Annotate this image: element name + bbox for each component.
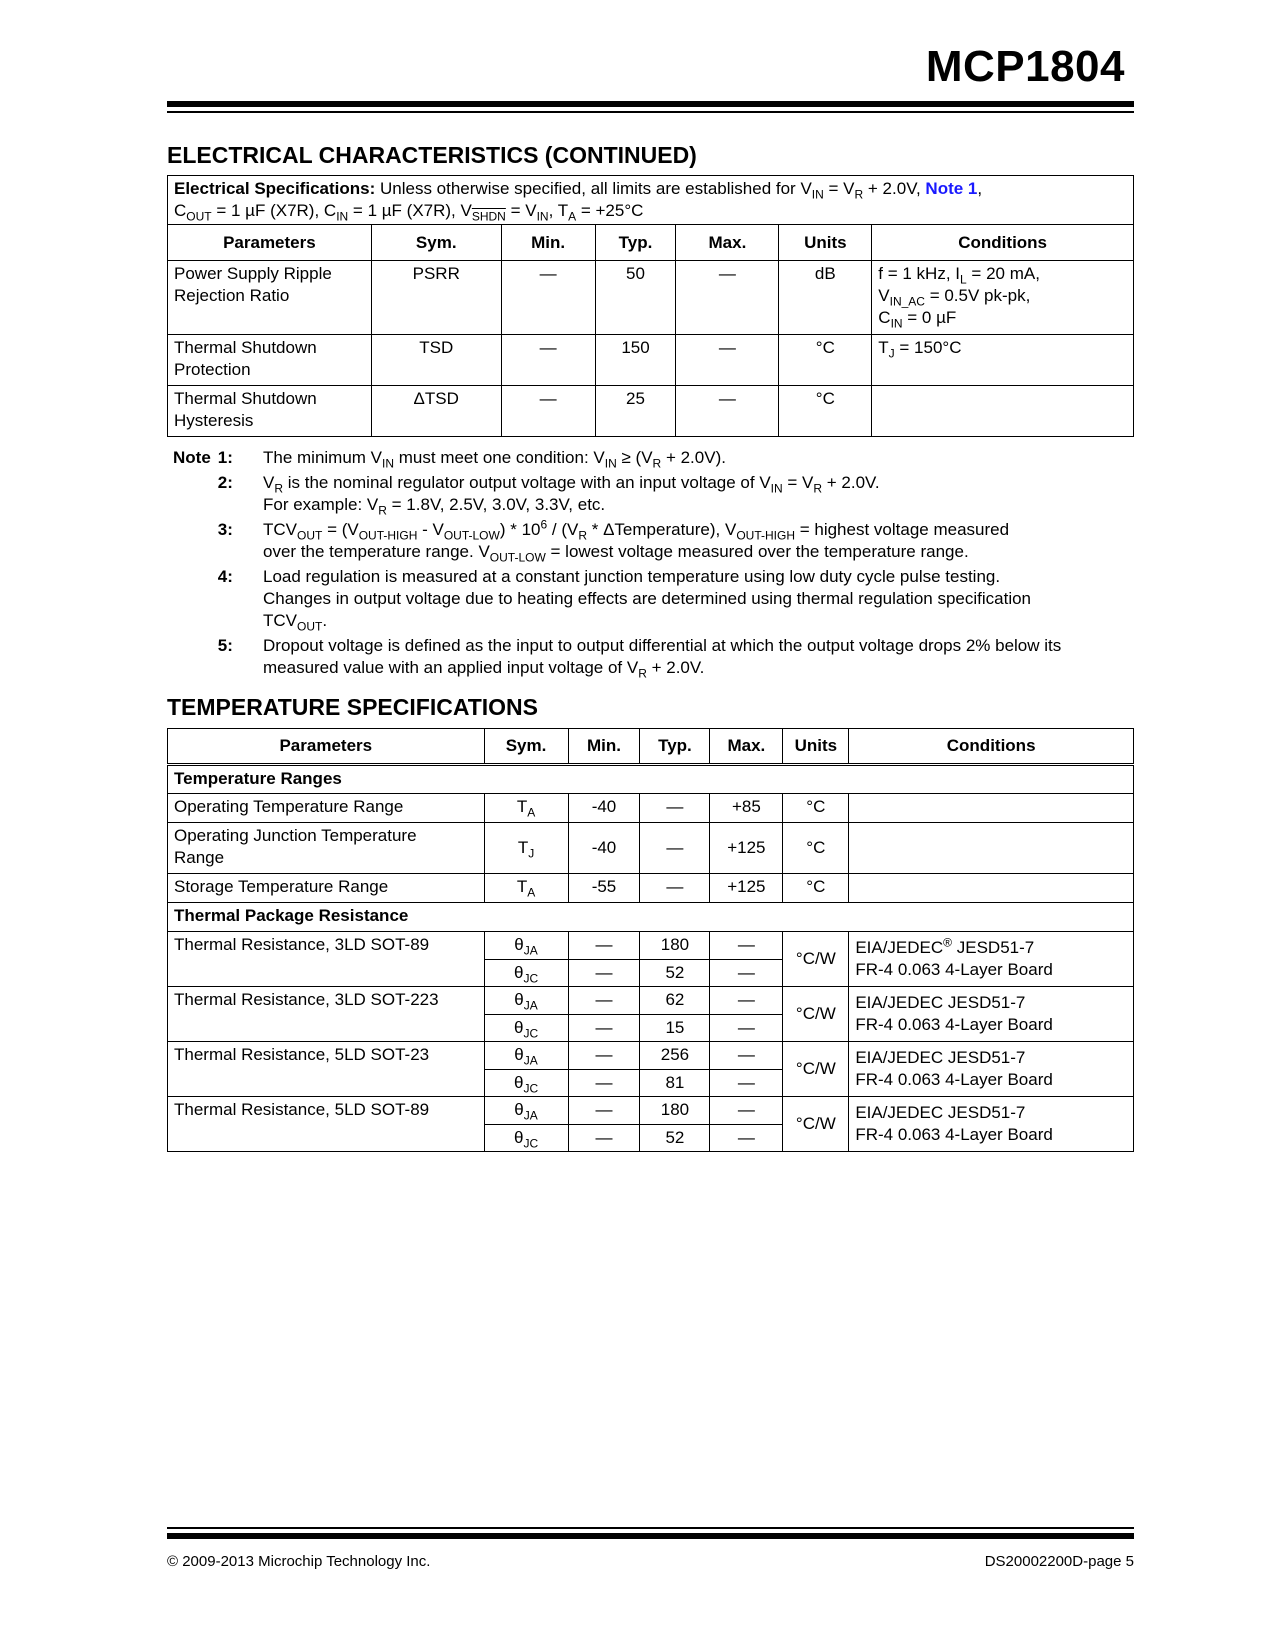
cond-cell: [872, 261, 1134, 335]
spec-sub: R: [854, 187, 864, 202]
param-cell: Operating Temperature Range: [168, 794, 485, 823]
param-text: Thermal Shutdown: [174, 338, 317, 357]
param-cell: Operating Junction Temperature Range: [168, 823, 485, 874]
sym-cell: $\theta_{JA}$: [484, 1042, 568, 1070]
min-cell: —: [568, 932, 640, 960]
section-title: Temperature Ranges: [168, 765, 1134, 794]
sym-cell: $T_A$: [484, 874, 568, 903]
table-row: [168, 794, 1134, 823]
cond-cell: [849, 874, 1134, 903]
elec-header-row: [168, 225, 1134, 261]
col-header: Min.: [501, 225, 595, 261]
spec-sub: IN: [536, 209, 549, 224]
col-header: Sym.: [484, 729, 568, 765]
col-header: Parameters: [168, 225, 372, 261]
table-row: [168, 386, 1134, 437]
sym-cell: $\theta_{JC}$: [484, 1125, 568, 1152]
col-header: Units: [783, 729, 849, 765]
min-cell: —: [568, 960, 640, 987]
cond-cell: [849, 794, 1134, 823]
param-cell: [168, 386, 372, 437]
typ-cell: 50: [595, 261, 676, 335]
elec-heading: ELECTRICAL CHARACTERISTICS (CONTINUED): [167, 142, 697, 168]
param-text: Hysteresis: [174, 411, 254, 430]
col-header: Max.: [710, 729, 783, 765]
units-cell: °C: [779, 386, 872, 437]
cond-text: = 0.5V pk-pk,: [924, 286, 1031, 305]
sym-cell: $\theta_{JC}$: [484, 1015, 568, 1042]
min-cell: —: [568, 1070, 640, 1097]
section-row: [168, 765, 1134, 794]
param-text: Protection: [174, 360, 251, 379]
min-cell: —: [568, 987, 640, 1015]
cond-cell: [872, 386, 1134, 437]
spec-text: , T: [548, 201, 569, 220]
note-word: Note: [173, 448, 211, 467]
cond-cell: EIA/JEDEC JESD51-7 FR-4 0.063 4-Layer Board: [849, 987, 1134, 1042]
typ-cell: 150: [595, 335, 676, 386]
sym-cell: TSD: [371, 335, 501, 386]
max-cell: —: [710, 1097, 783, 1125]
units-cell: °C/W: [783, 932, 849, 987]
max-cell: —: [710, 932, 783, 960]
col-header: Conditions: [872, 225, 1134, 261]
units-cell: °C/W: [783, 1042, 849, 1097]
note-2: [173, 472, 1133, 516]
note-text: The minimum $V_{IN}$ must meet one condition: $V_{IN} \ge (V_R + 2.0V)$.: [263, 448, 726, 471]
typ-cell: 25: [595, 386, 676, 437]
spec-text: = V: [505, 201, 537, 220]
spec-text: = +25°C: [576, 201, 644, 220]
spec-text: = 1 µF (X7R), V: [348, 201, 472, 220]
typ-cell: —: [640, 794, 710, 823]
spec-text: + 2.0V,: [863, 179, 926, 198]
typ-cell: 180: [640, 1097, 710, 1125]
typ-cell: 180: [640, 932, 710, 960]
table-row: [168, 932, 1134, 960]
typ-cell: —: [640, 874, 710, 903]
col-header: Typ.: [640, 729, 710, 765]
min-cell: —: [501, 386, 595, 437]
table-row: [168, 335, 1134, 386]
min-cell: —: [568, 1015, 640, 1042]
spec-sub: A: [568, 209, 577, 224]
note-text: Load regulation is measured at a constant junction temperature using low duty cycle pulse testing. Changes in output voltage due to heating effects are determined using thermal regulation specification $TCV_{OUT}$.: [263, 567, 1032, 634]
typ-cell: 62: [640, 987, 710, 1015]
note-number: 4:: [217, 567, 233, 586]
spec-sub: SHDN: [471, 209, 506, 224]
footer-rule-thick: [167, 1533, 1134, 1539]
typ-cell: 15: [640, 1015, 710, 1042]
min-cell: -40: [568, 794, 640, 823]
min-cell: —: [501, 335, 595, 386]
typ-cell: 81: [640, 1070, 710, 1097]
units-cell: °C: [783, 823, 849, 874]
cond-text: = 150°C: [894, 338, 962, 357]
max-cell: —: [676, 335, 779, 386]
param-cell: Thermal Resistance, 3LD SOT-223: [168, 987, 485, 1042]
sym-cell: $\theta_{JA}$: [484, 1097, 568, 1125]
section-row: [168, 903, 1134, 932]
sym-cell: $T_J$: [484, 823, 568, 874]
typ-cell: —: [640, 823, 710, 874]
cond-sub: IN: [890, 316, 903, 331]
spec-text: Unless otherwise specified, all limits are established for V: [379, 179, 812, 198]
param-text: Thermal Shutdown: [174, 389, 317, 408]
spec-text: = 1 µF (X7R), C: [211, 201, 337, 220]
cond-text: V: [878, 286, 890, 305]
col-header: Units: [779, 225, 872, 261]
table-row: [168, 987, 1134, 1015]
max-cell: +85: [710, 794, 783, 823]
temp-heading: TEMPERATURE SPECIFICATIONS: [167, 694, 538, 720]
sym-cell: $\theta_{JC}$: [484, 960, 568, 987]
sym-cell: $T_A$: [484, 794, 568, 823]
col-header: Sym.: [371, 225, 501, 261]
note-number: 2:: [217, 473, 233, 492]
spec-text: C: [174, 201, 187, 220]
note-number: 3:: [217, 520, 233, 539]
sym-cell: ΔTSD: [371, 386, 501, 437]
page-number: DS20002200D-page 5: [984, 1553, 1134, 1570]
footer-rule-thin: [167, 1527, 1134, 1529]
note-3: [173, 519, 1133, 563]
cond-cell: EIA/JEDEC JESD51-7 FR-4 0.063 4-Layer Board: [849, 1042, 1134, 1097]
units-cell: °C: [779, 335, 872, 386]
typ-cell: 52: [640, 1125, 710, 1152]
elec-spec-row: [168, 176, 1134, 225]
col-header: Min.: [568, 729, 640, 765]
max-cell: +125: [710, 823, 783, 874]
spec-text: = V: [823, 179, 855, 198]
cond-sub: IN_AC: [889, 294, 925, 309]
cond-text: f = 1 kHz, I: [878, 264, 961, 283]
note-text: $V_R$ is the nominal regulator output voltage with an input voltage of $V_{IN} = V_R + 2.0V$. For example: $V_R = 1.8V$, 2.5V, 3.0V, 3.3V, etc.: [263, 473, 880, 518]
min-cell: -55: [568, 874, 640, 903]
cond-text: T: [878, 338, 889, 357]
param-cell: [168, 261, 372, 335]
col-header: Typ.: [595, 225, 676, 261]
table-row: [168, 823, 1134, 874]
note-label: [173, 447, 263, 469]
note-label: [173, 566, 263, 632]
param-cell: Thermal Resistance, 3LD SOT-89: [168, 932, 485, 987]
note-text: Dropout voltage is defined as the input to output differential at which the output voltage drops 2% below its measured value with an applied input voltage of $V_R + 2.0V$.: [263, 636, 1062, 681]
min-cell: -40: [568, 823, 640, 874]
cond-cell: EIA/JEDEC® JESD51-7 FR-4 0.063 4-Layer Board: [849, 932, 1134, 987]
max-cell: —: [676, 261, 779, 335]
elec-table: [167, 175, 1134, 437]
min-cell: —: [568, 1125, 640, 1152]
note-label: [173, 635, 263, 679]
cond-sub: J: [888, 346, 895, 361]
min-cell: —: [568, 1097, 640, 1125]
note-number: 5:: [217, 636, 233, 655]
table-row: [168, 261, 1134, 335]
cond-cell: [849, 823, 1134, 874]
table-row: [168, 1042, 1134, 1070]
spec-sub: OUT: [186, 209, 212, 224]
note-1: [173, 447, 1133, 469]
col-header: Parameters: [168, 729, 485, 765]
units-cell: dB: [779, 261, 872, 335]
table-row: [168, 1097, 1134, 1125]
header-rule-thick: [167, 101, 1134, 107]
sym-cell: $\theta_{JA}$: [484, 987, 568, 1015]
note-label: [173, 519, 263, 563]
col-header: Conditions: [849, 729, 1134, 765]
max-cell: —: [710, 1042, 783, 1070]
table-row: [168, 874, 1134, 903]
max-cell: +125: [710, 874, 783, 903]
temp-table: [167, 728, 1134, 1152]
sym-cell: $\theta_{JA}$: [484, 932, 568, 960]
max-cell: —: [710, 1070, 783, 1097]
spec-sub: IN: [811, 187, 824, 202]
spec-label: Electrical Specifications:: [174, 179, 376, 198]
note-number: 1:: [217, 448, 233, 467]
max-cell: —: [676, 386, 779, 437]
note-label: [173, 472, 263, 516]
max-cell: —: [710, 987, 783, 1015]
package-rows: [168, 932, 1134, 1152]
max-cell: —: [710, 1015, 783, 1042]
units-cell: °C: [783, 874, 849, 903]
typ-cell: 256: [640, 1042, 710, 1070]
cond-text: C: [878, 308, 891, 327]
units-cell: °C/W: [783, 1097, 849, 1152]
cond-sub: L: [960, 272, 967, 287]
param-cell: Storage Temperature Range: [168, 874, 485, 903]
note-1-link[interactable]: Note 1: [925, 179, 978, 198]
sym-cell: PSRR: [371, 261, 501, 335]
param-text: Power Supply Ripple: [174, 264, 332, 283]
cond-text: = 20 mA,: [966, 264, 1040, 283]
typ-cell: 52: [640, 960, 710, 987]
document-title: MCP1804: [925, 42, 1125, 91]
max-cell: —: [710, 1125, 783, 1152]
cond-text: = 0 µF: [902, 308, 957, 327]
units-cell: °C/W: [783, 987, 849, 1042]
param-cell: Thermal Resistance, 5LD SOT-23: [168, 1042, 485, 1097]
section-title: Thermal Package Resistance: [168, 903, 1134, 932]
min-cell: —: [568, 1042, 640, 1070]
max-cell: —: [710, 960, 783, 987]
cond-cell: EIA/JEDEC JESD51-7 FR-4 0.063 4-Layer Board: [849, 1097, 1134, 1152]
param-text: Rejection Ratio: [174, 286, 290, 305]
note-text: $TCV_{OUT} = (V_{OUT-HIGH} - V_{OUT-LOW}) * 10^6 / (V_R$ * ΔTemperature), $V_{OUT-HIGH}$ = highest voltage measured over the temperature range. $V_{OUT-LOW}$ = lowest voltage measured over the temperature range.: [263, 517, 1010, 565]
param-cell: Thermal Resistance, 5LD SOT-89: [168, 1097, 485, 1152]
units-cell: °C: [783, 794, 849, 823]
cond-cell: [872, 335, 1134, 386]
note-4: [173, 566, 1133, 632]
param-cell: [168, 335, 372, 386]
copyright: © 2009-2013 Microchip Technology Inc.: [167, 1553, 431, 1570]
col-header: Max.: [676, 225, 779, 261]
header-rule-thin: [167, 111, 1134, 113]
note-5: [173, 635, 1133, 679]
notes-block: [173, 447, 1133, 682]
min-cell: —: [501, 261, 595, 335]
sym-cell: $\theta_{JC}$: [484, 1070, 568, 1097]
temp-header-row: [168, 729, 1134, 765]
spec-sub: IN: [336, 209, 349, 224]
elec-spec-cell: Electrical Specifications: Unless otherwise specified, all limits are established for $V_{IN} = V_R + 2.0V$, Note 1, $C_{OUT} = 1$ µF (X7R), $C_{IN} = 1$ µF (X7R), $V_{SHDN} = V_{IN}$, $T_A = +25^\circ C$: [168, 176, 1134, 225]
